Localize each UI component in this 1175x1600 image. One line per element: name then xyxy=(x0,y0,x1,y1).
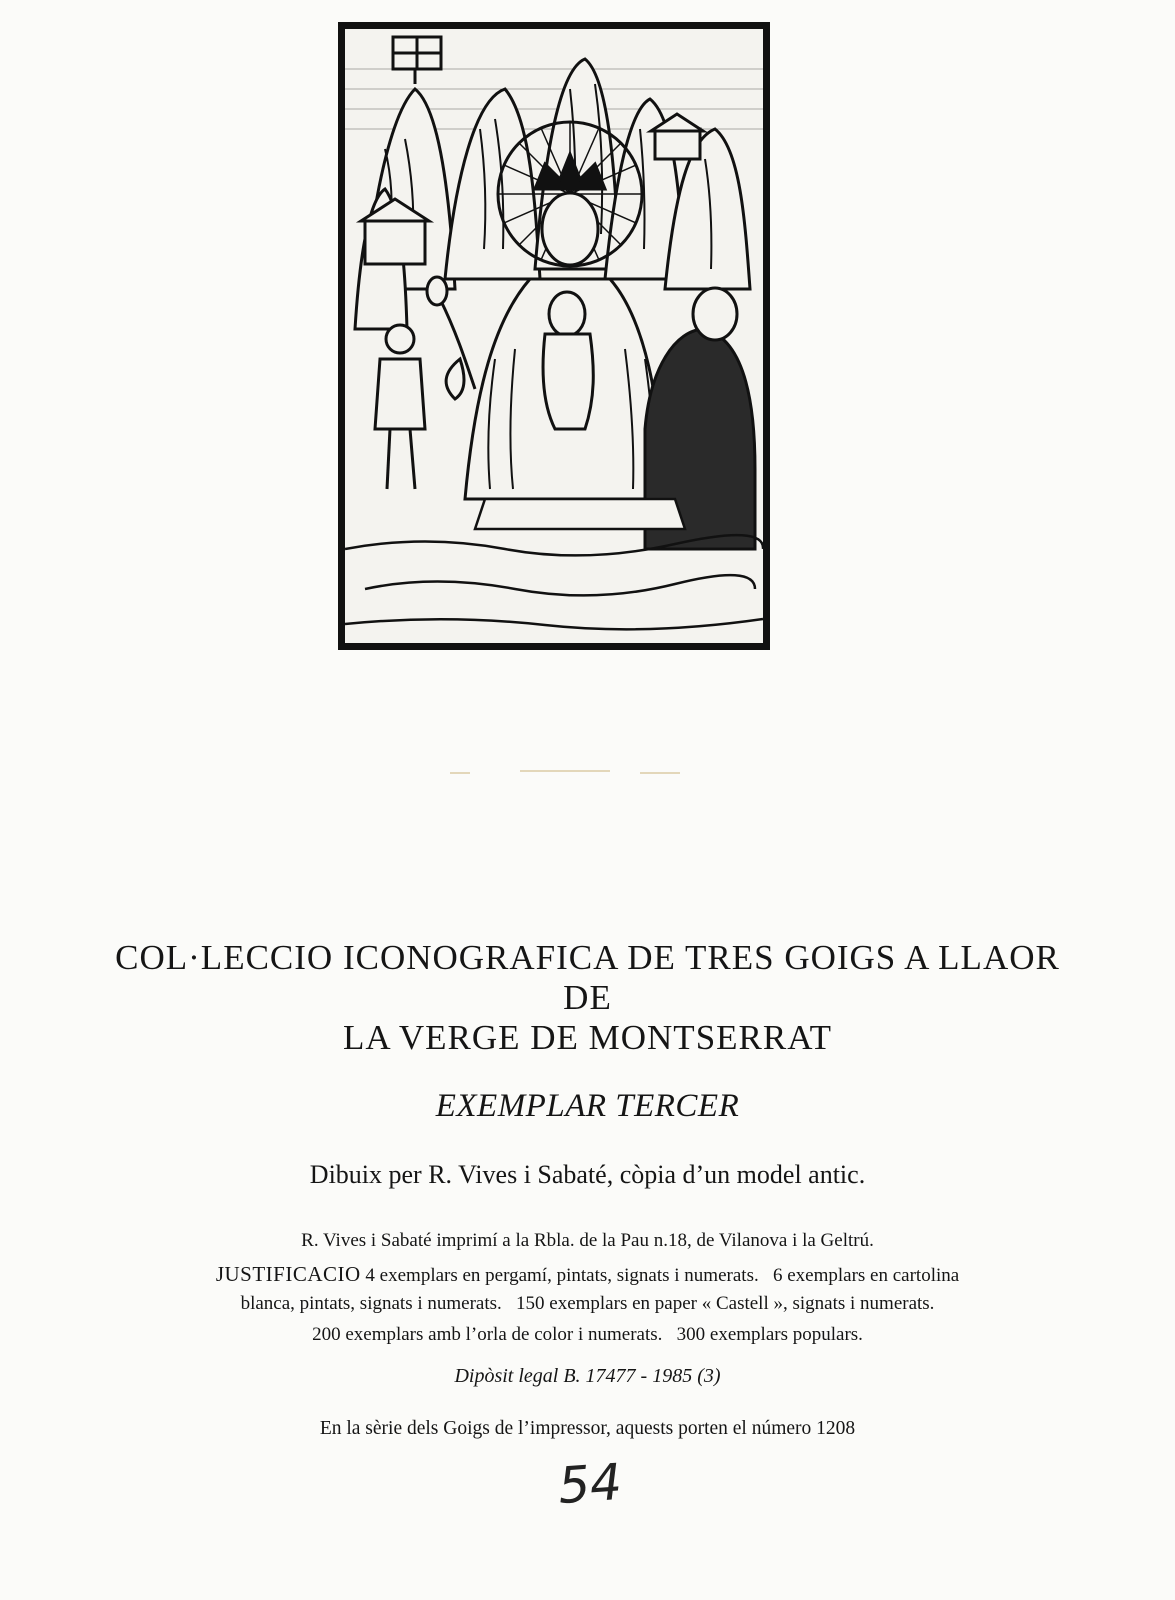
justification-line1 xyxy=(0,1262,1175,1287)
printer-line: R. Vives i Sabaté imprimí a la Rbla. de la Pau n.18, de Vilanova i la Geltrú. xyxy=(301,1230,874,1251)
justification-line3: 200 exemplars amb l’orla de color i numerats. 300 exemplars populars. xyxy=(312,1324,863,1345)
legal-deposit: Dipòsit legal B. 17477 - 1985 (3) xyxy=(454,1365,721,1387)
paper-speck xyxy=(640,772,680,774)
collection-title-line2: DE xyxy=(563,978,612,1017)
drawing-credit: Dibuix per R. Vives i Sabaté, còpia d’un model antic. xyxy=(309,1160,866,1189)
series-note: En la sèrie dels Goigs de l’impressor, aquests porten el número 1208 xyxy=(319,1418,856,1439)
collection-title-line1: COL·LECCIO ICONOGRAFICA DE TRES GOIGS A LLAOR xyxy=(115,938,1060,977)
justification-line2: blanca, pintats, signats i numerats. 150 exemplars en paper « Castell », signats i numerats. xyxy=(240,1293,935,1314)
handwritten-number: 54 xyxy=(556,1452,624,1516)
edition-subtitle: EXEMPLAR TERCER xyxy=(435,1088,740,1124)
collection-title-line3: LA VERGE DE MONTSERRAT xyxy=(342,1018,832,1057)
justification-text1: 4 exemplars en pergamí, pintats, signats i numerats. 6 exemplars en cartolina xyxy=(365,1265,960,1286)
justification-label: JUSTIFICACIO xyxy=(215,1262,361,1286)
paper-speck xyxy=(450,772,470,774)
paper-speck xyxy=(520,770,610,772)
woodcut-illustration xyxy=(338,22,770,650)
